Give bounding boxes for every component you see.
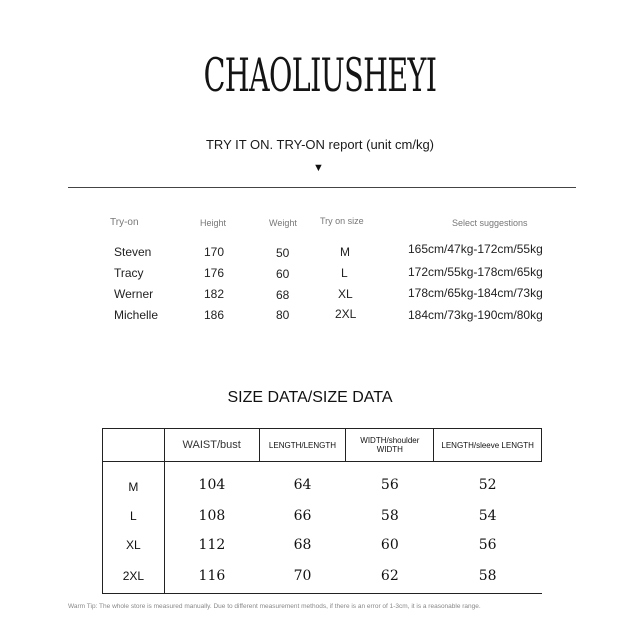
- tryon-weight: 80: [276, 308, 290, 322]
- tryon-size: M: [340, 245, 350, 259]
- tryon-name: Steven: [114, 245, 152, 259]
- tryon-height: 176: [204, 266, 225, 280]
- sleeve-cell: 52: [478, 476, 497, 493]
- waist-cell: 112: [198, 536, 226, 553]
- table-row: [103, 559, 542, 593]
- size-cell: 2XL: [103, 559, 165, 593]
- size-cell: L: [103, 501, 165, 530]
- width-cell: 60: [380, 536, 399, 553]
- tryon-name: Werner: [114, 287, 154, 301]
- width-cell: 62: [346, 559, 434, 593]
- down-arrow-icon: ▼: [313, 162, 324, 174]
- tryon-header-height: Height: [200, 218, 227, 228]
- size-header-sleeve: LENGTH/sleeve LENGTH: [434, 429, 542, 462]
- size-table: [102, 428, 542, 594]
- tryon-weight: 68: [276, 288, 290, 302]
- tryon-suggest: 178cm/65kg-184cm/73kg: [408, 286, 543, 300]
- size-header-width: WIDTH/shoulder WIDTH: [346, 429, 434, 462]
- sleeve-cell: 56: [478, 536, 497, 553]
- size-cell: XL: [103, 530, 165, 559]
- size-header-blank: [103, 429, 165, 462]
- size-data-title: SIZE DATA/SIZE DATA: [227, 389, 393, 406]
- size-header-length: LENGTH/LENGTH: [259, 429, 346, 462]
- tryon-suggest: 184cm/73kg-190cm/80kg: [408, 308, 543, 322]
- tryon-height: 170: [204, 245, 225, 259]
- width-cell: 56: [380, 476, 399, 493]
- tryon-suggest: 172cm/55kg-178cm/65kg: [408, 265, 543, 279]
- tryon-size: 2XL: [335, 307, 357, 321]
- size-cell: M: [103, 462, 165, 502]
- tryon-name: Michelle: [114, 308, 159, 322]
- length-cell: 68: [293, 536, 312, 553]
- table-row: [103, 501, 542, 530]
- brand-title: CHAOLIUSHEYI: [203, 48, 437, 102]
- tryon-header-suggest: Select suggestions: [452, 218, 528, 228]
- length-cell: 70: [259, 559, 346, 593]
- length-cell: 64: [293, 476, 312, 493]
- tryon-report-title: TRY IT ON. TRY-ON report (unit cm/kg): [205, 137, 435, 152]
- waist-cell: 108: [198, 507, 226, 524]
- length-cell: 66: [293, 507, 312, 524]
- tryon-suggest: 165cm/47kg-172cm/55kg: [408, 242, 543, 256]
- size-table-header: [103, 429, 542, 462]
- tryon-height: 182: [204, 287, 225, 301]
- tryon-weight: 60: [276, 267, 290, 281]
- tryon-size: XL: [338, 287, 353, 301]
- size-header-waist: WAIST/bust: [164, 429, 259, 462]
- warm-tip: Warm Tip: The whole store is measured manually. Due to different measurement methods, if there is an error of 1-3cm, it is a reasonable range.: [68, 603, 481, 610]
- divider: [68, 187, 576, 188]
- table-row: [103, 462, 542, 502]
- tryon-weight: 50: [276, 246, 290, 260]
- tryon-header-name: Try-on: [110, 217, 139, 228]
- tryon-header-size: Try on size: [320, 216, 364, 226]
- tryon-header-weight: Weight: [269, 218, 297, 228]
- tryon-name: Tracy: [114, 266, 144, 280]
- table-row: [103, 530, 542, 559]
- waist-cell: 104: [198, 476, 226, 493]
- sleeve-cell: 58: [434, 559, 542, 593]
- tryon-size: L: [341, 266, 348, 280]
- width-cell: 58: [380, 507, 399, 524]
- waist-cell: 116: [164, 559, 259, 593]
- sleeve-cell: 54: [478, 507, 497, 524]
- tryon-height: 186: [204, 308, 225, 322]
